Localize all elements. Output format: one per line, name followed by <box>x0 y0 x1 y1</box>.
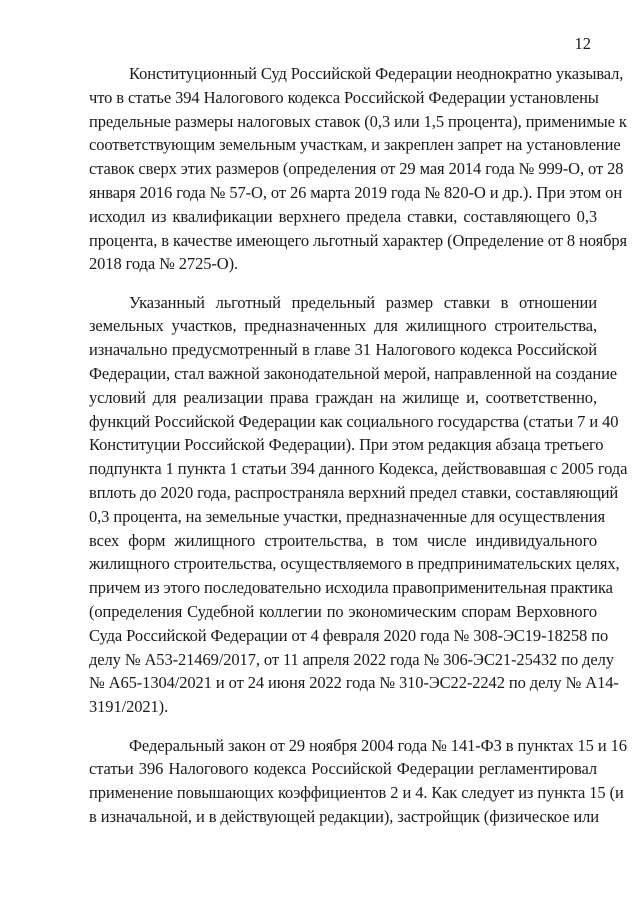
text-line: вплоть до 2020 года, распространяла верхний предел ставки, составляющий <box>89 483 619 503</box>
page-number: 12 <box>574 34 591 53</box>
text-line: ставок сверх этих размеров (определения от 29 мая 2014 года № 999-О, от 28 <box>89 159 624 179</box>
text-line: 0,3 процента, на земельные участки, предназначенные для осуществления <box>89 506 605 526</box>
text-line: условий для реализации права граждан на жилище и, соответственно, <box>89 387 597 407</box>
text-line: Суда Российской Федерации от 4 февраля 2020 года № 308-ЭС19-18258 по <box>89 625 609 645</box>
text-line: соответствующим земельным участкам, и закреплен запрет на установление <box>89 135 621 155</box>
text-line: изначально предусмотренный в главе 31 Налогового кодекса Российской <box>89 340 597 360</box>
text-line: в изначальной, и в действующей редакции), застройщик (физическое или <box>89 806 599 826</box>
paragraph-3 <box>89 734 627 829</box>
text-line: всех форм жилищного строительства, в том числе индивидуального <box>89 530 597 550</box>
text-line: функций Российской Федерации как социального государства (статьи 7 и 40 <box>89 411 619 431</box>
text-line: применение повышающих коэффициентов 2 и 4. Как следует из пункта 15 (и <box>89 783 624 803</box>
text-line: Конституции Российской Федерации). При этом редакция абзаца третьего <box>89 435 604 455</box>
text-line: № А65-1304/2021 и от 24 июня 2022 года № 310-ЭС22-2242 по делу № А14- <box>89 673 619 693</box>
text-line: статьи 396 Налогового кодекса Российской Федерации регламентировал <box>89 759 597 779</box>
text-line: предельные размеры налоговых ставок (0,3 или 1,5 процента), применимые к <box>89 111 627 131</box>
text-line: что в статье 394 Налогового кодекса Российской Федерации установлены <box>89 87 599 107</box>
text-line: 3191/2021). <box>89 697 169 717</box>
text-line: причем из этого последовательно исходила правоприменительная практика <box>89 578 613 598</box>
text-line: (определения Судебной коллегии по экономическим спорам Верховного <box>89 602 597 622</box>
text-line: земельных участков, предназначенных для жилищного строительства, <box>89 316 597 336</box>
text-line: 2018 года № 2725-О). <box>89 254 238 274</box>
text-line: Указанный льготный предельный размер ставки в отношении <box>129 292 597 312</box>
text-line: жилищного строительства, осуществляемого в предпринимательских целях, <box>89 554 620 574</box>
text-line: подпункта 1 пункта 1 статьи 394 данного Кодекса, действовавшая с 2005 года <box>89 459 628 479</box>
text-line: процента, в качестве имеющего льготный характер (Определение от 8 ноября <box>89 230 628 250</box>
document-body <box>89 62 628 843</box>
text-line: делу № А53-21469/2017, от 11 апреля 2022 года № 306-ЭС21-25432 по делу <box>89 649 614 669</box>
text-line: Федеральный закон от 29 ноября 2004 года № 141-ФЗ в пунктах 15 и 16 <box>129 735 627 755</box>
paragraph-1 <box>89 62 628 276</box>
text-line: исходил из квалификации верхнего предела ставки, составляющего 0,3 <box>89 206 597 226</box>
text-line: Конституционный Суд Российской Федерации неоднократно указывал, <box>129 64 624 83</box>
text-line: января 2016 года № 57-О, от 26 марта 2019 года № 820-О и др.). При этом он <box>89 182 623 202</box>
text-line: Федерации, стал важной законодательной мерой, направленной на создание <box>89 364 618 384</box>
paragraph-2 <box>89 291 628 719</box>
